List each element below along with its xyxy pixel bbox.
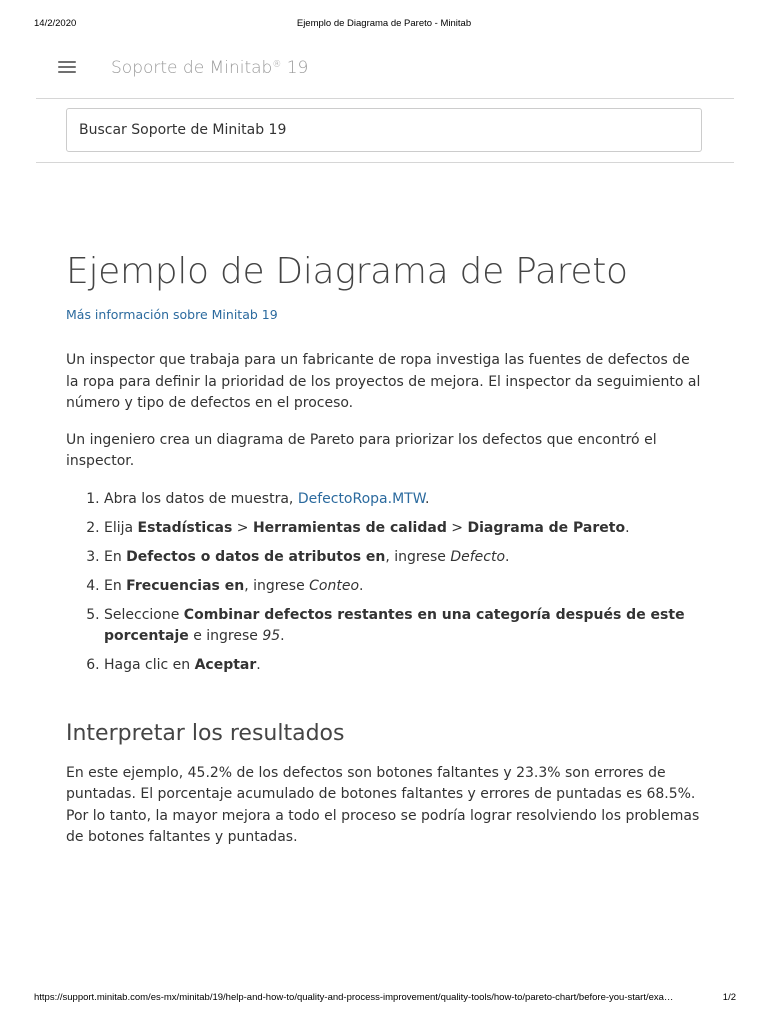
step-text: Abra los datos de muestra,: [104, 490, 298, 507]
print-date: 14/2/2020: [34, 18, 77, 29]
field-label: Defectos o datos de atributos en: [126, 548, 386, 565]
step-text: .: [256, 657, 261, 673]
step-4: [104, 576, 706, 598]
hamburger-menu-icon[interactable]: [58, 61, 76, 75]
step-text: Haga clic en: [104, 657, 195, 673]
step-text: .: [625, 519, 630, 536]
step-text: Elija: [104, 519, 138, 536]
print-footer: [0, 992, 768, 1006]
page-title: Ejemplo de Diagrama de Pareto: [66, 251, 628, 292]
step-text: .: [424, 490, 430, 507]
results-paragraph: En este ejemplo, 45.2% de los defectos son botones faltantes y 23.3% son errores de puntadas. El porcentaje acumulado de botones faltantes y errores de puntadas es 68.5%. Por lo tanto, la mayor mejora a todo el proceso se podría lograr resolviendo los problemas de botones faltantes y puntadas.: [66, 764, 700, 845]
print-url: https://support.minitab.com/es-mx/minitab/19/help-and-how-to/quality-and-process-improvement/quality-tools/how-to/pareto-chart/before-you-start/exa…: [34, 992, 674, 1003]
more-info-link[interactable]: Más información sobre Minitab 19: [66, 307, 278, 322]
step-text: .: [280, 628, 285, 644]
brand-registered-mark: ®: [272, 60, 282, 70]
site-brand[interactable]: [111, 58, 308, 78]
brand-version: 19: [281, 58, 309, 78]
search-bar: [36, 99, 734, 163]
step-3: [104, 547, 706, 569]
step-text: , ingrese: [385, 548, 451, 565]
step-1: [104, 489, 706, 511]
main-content: [66, 248, 706, 849]
step-text: En: [104, 548, 127, 565]
step-text: , ingrese: [244, 577, 310, 594]
step-text: Seleccione: [104, 606, 184, 623]
field-value: Conteo: [309, 577, 360, 594]
menu-path-quality-tools: Herramientas de calidad: [252, 519, 447, 536]
step-text: En: [104, 577, 127, 594]
field-label: Frecuencias en: [126, 577, 245, 594]
step-text: .: [359, 577, 364, 594]
page-number: 1/2: [722, 992, 736, 1003]
menu-path-pareto: Diagrama de Pareto: [467, 519, 626, 536]
field-value: 95: [262, 628, 281, 644]
site-header: [36, 52, 734, 99]
print-header: [0, 18, 768, 32]
field-value: Defecto: [450, 548, 506, 565]
step-text: e ingrese: [188, 628, 263, 644]
print-page-title: Ejemplo de Diagrama de Pareto - Minitab: [296, 18, 472, 29]
step-text: >: [232, 519, 253, 536]
menu-path-stat: Estadísticas: [137, 519, 233, 536]
sample-data-link[interactable]: DefectoRopa.MTW: [297, 490, 425, 507]
step-text: >: [446, 519, 468, 536]
section-heading: Interpretar los resultados: [66, 720, 345, 746]
brand-name: Soporte de Minitab: [111, 58, 273, 78]
step-6: [104, 655, 706, 677]
step-text: .: [505, 548, 510, 565]
search-input[interactable]: [66, 108, 702, 152]
steps-list: [66, 489, 706, 677]
step-2: [104, 518, 706, 540]
intro-paragraph: Un inspector que trabaja para un fabricante de ropa investiga las fuentes de defectos de la ropa para definir la prioridad de los proyectos de mejora. El inspector da seguimiento al número y tipo de defectos en el proceso.: [66, 352, 701, 411]
button-label: Aceptar: [194, 657, 257, 673]
step-5: [104, 605, 706, 648]
intro-paragraph-2: Un ingeniero crea un diagrama de Pareto para priorizar los defectos que encontró el inspector.: [66, 431, 657, 469]
option-label: Combinar defectos restantes en una categoría después de este porcentaje: [104, 606, 685, 644]
